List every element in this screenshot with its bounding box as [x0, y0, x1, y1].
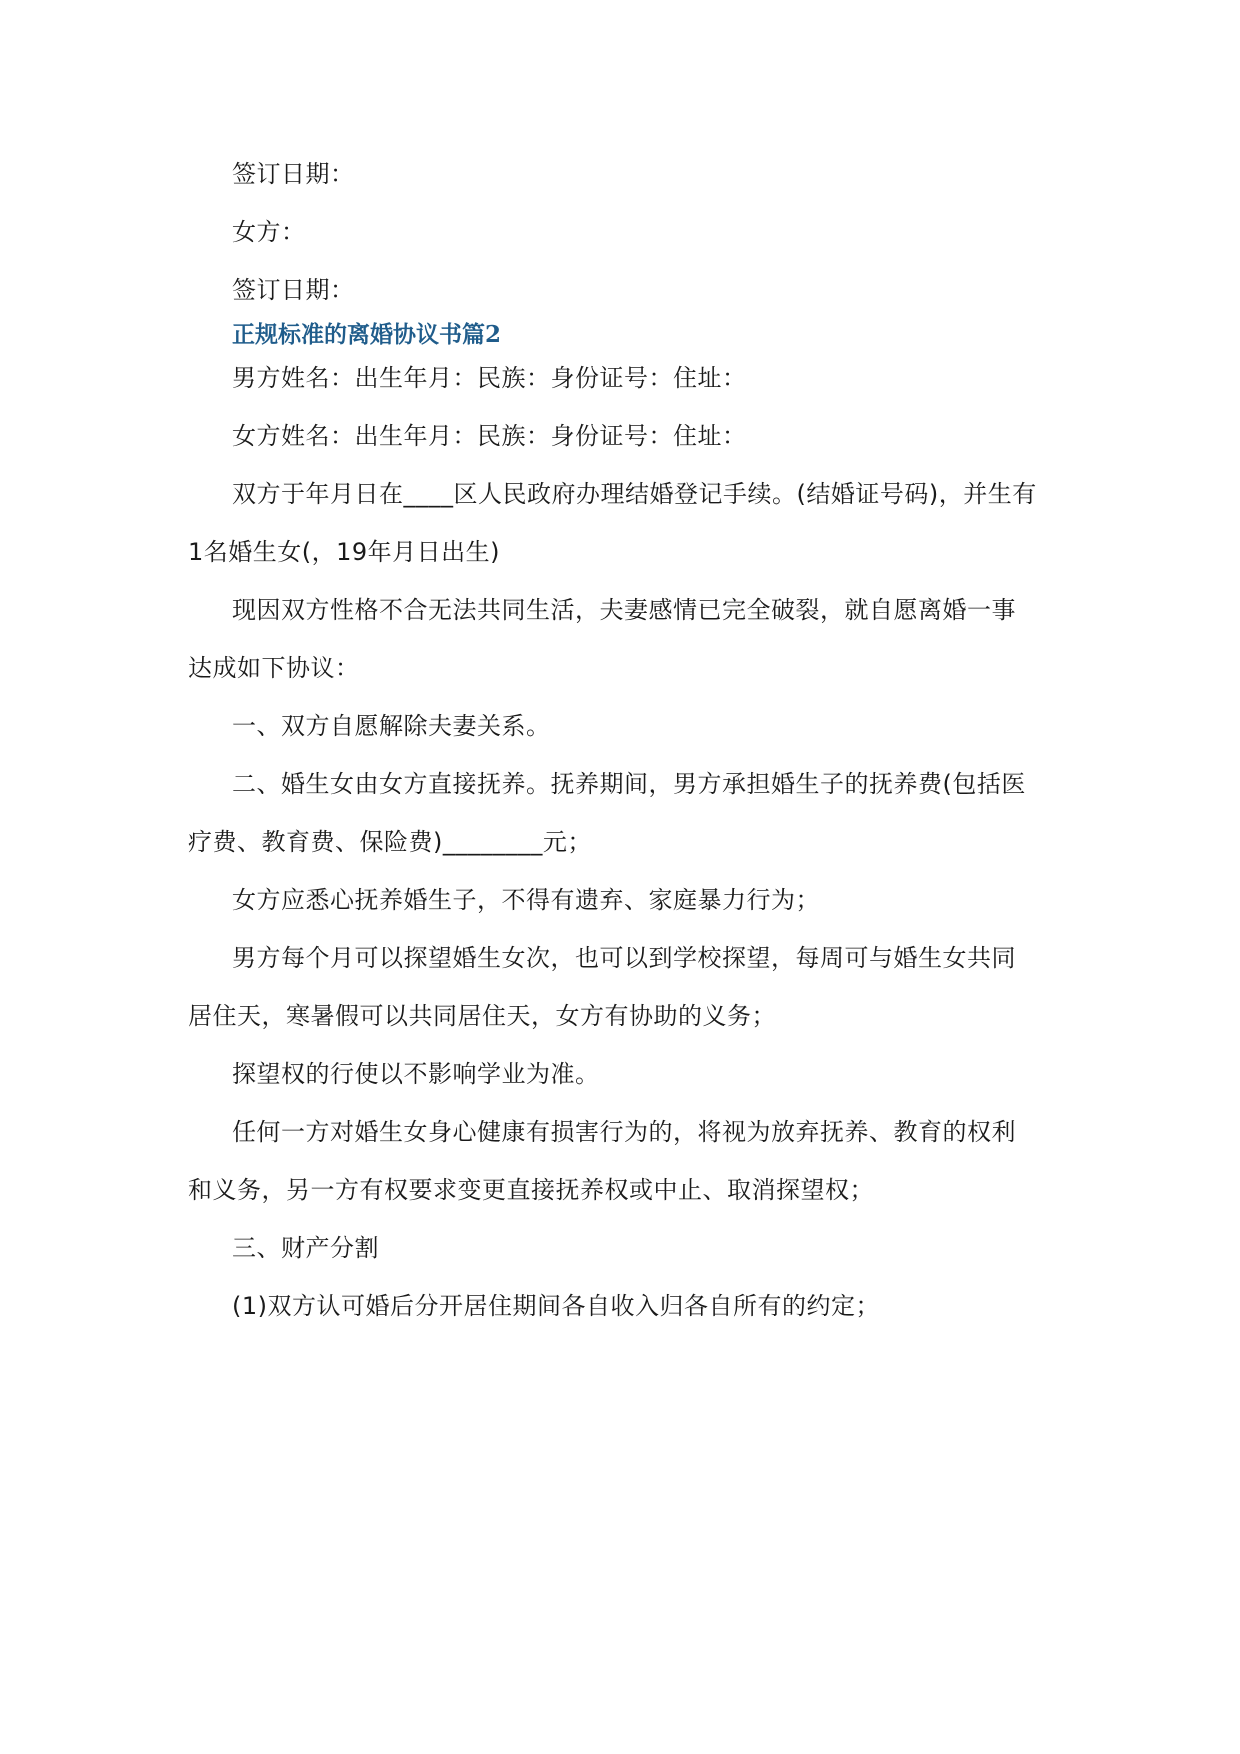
signing-date-line: 签订日期：: [232, 160, 355, 188]
marriage-paragraph-line: 1名婚生女(，19年月日出生): [188, 538, 501, 566]
reason-paragraph-line: 现因双方性格不合无法共同生活，夫妻感情已完全破裂，就自愿离婚一事: [232, 596, 1016, 624]
female-party-line: 女方：: [232, 218, 306, 246]
property-sub-item-1: (1)双方认可婚后分开居住期间各自收入归各自所有的约定；: [232, 1292, 880, 1320]
agreement-item-3: 三、财产分割: [232, 1234, 379, 1262]
reason-paragraph-line: 达成如下协议：: [188, 654, 360, 682]
marriage-paragraph-line: 双方于年月日在____区人民政府办理结婚登记手续。(结婚证号码)，并生有: [232, 480, 1037, 508]
section-title: 正规标准的离婚协议书篇2: [232, 321, 502, 348]
harm-clause-line: 和义务，另一方有权要求变更直接抚养权或中止、取消探望权；: [188, 1176, 874, 1204]
visitation-paragraph-line: 居住天，寒暑假可以共同居住天，女方有协助的义务；: [188, 1002, 776, 1030]
signing-date-line: 签订日期：: [232, 276, 355, 304]
agreement-item-2-line: 二、婚生女由女方直接抚养。抚养期间，男方承担婚生子的抚养费(包括医: [232, 770, 1026, 798]
visitation-paragraph-line: 男方每个月可以探望婚生女次，也可以到学校探望，每周可与婚生女共同: [232, 944, 1016, 972]
agreement-item-2-line: 疗费、教育费、保险费)________元；: [188, 828, 592, 856]
agreement-item-1: 一、双方自愿解除夫妻关系。: [232, 712, 551, 740]
harm-clause-line: 任何一方对婚生女身心健康有损害行为的，将视为放弃抚养、教育的权利: [232, 1118, 1016, 1146]
female-duty-line: 女方应悉心抚养婚生子，不得有遗弃、家庭暴力行为；: [232, 886, 820, 914]
female-info-line: 女方姓名：出生年月：民族：身份证号：住址：: [232, 422, 747, 450]
male-info-line: 男方姓名：出生年月：民族：身份证号：住址：: [232, 364, 747, 392]
visitation-condition-line: 探望权的行使以不影响学业为准。: [232, 1060, 600, 1088]
